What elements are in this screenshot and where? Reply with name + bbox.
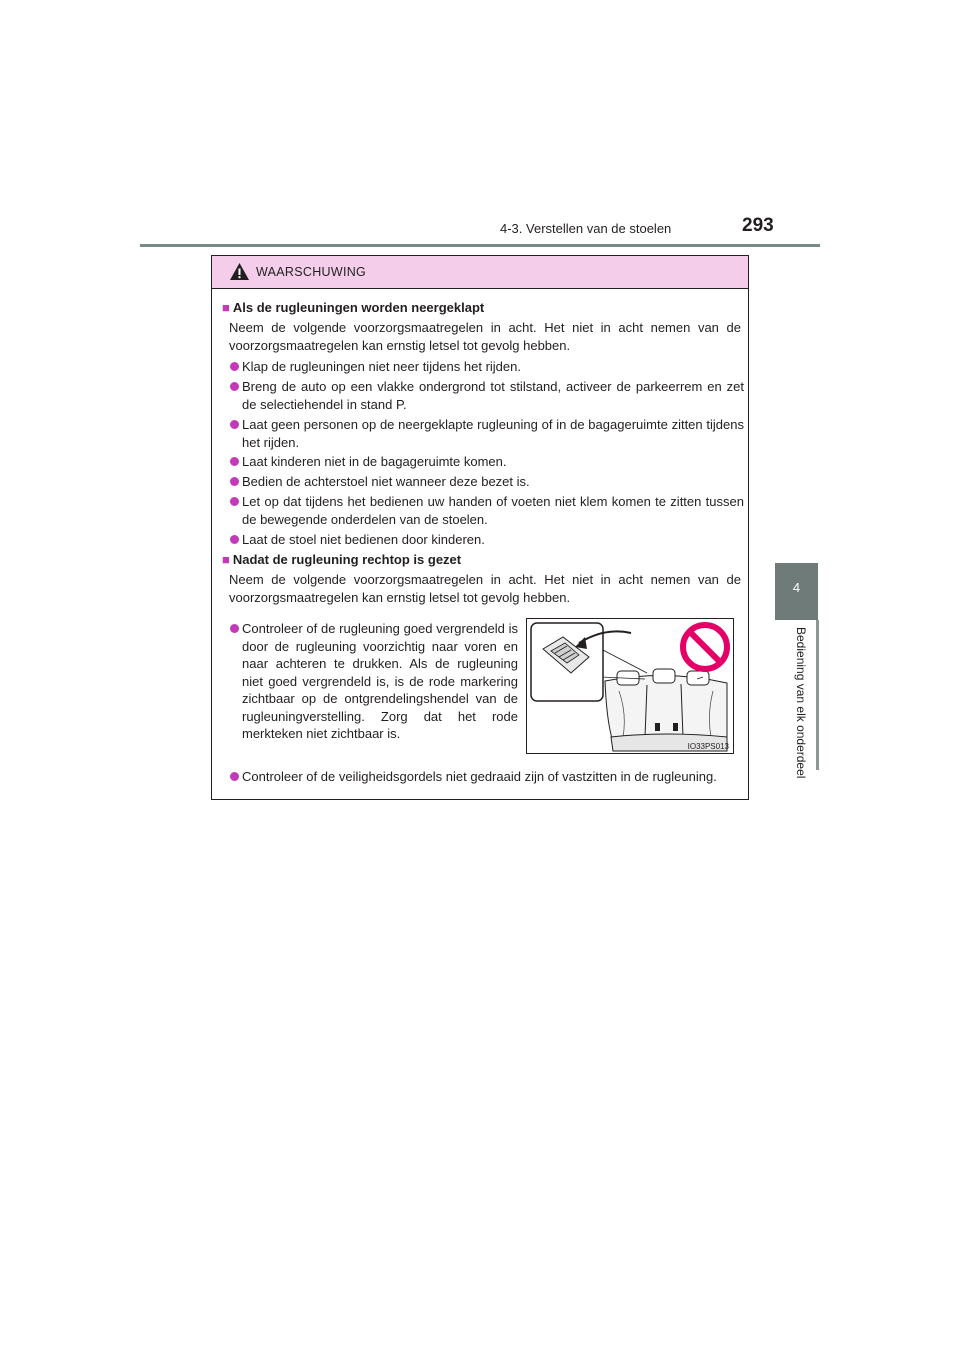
chapter-title: Bediening van elk onderdeel [794,627,808,779]
bullet-dot-icon [230,420,239,429]
rear-seat-illustration [527,619,733,753]
list-item: Klap de rugleuningen niet neer tijdens het rijden. [230,358,744,376]
list-item: Let op dat tijdens het bedienen uw handen of voeten niet klem komen te zitten tussen de bewegende onderdelen van de stoelen. [230,493,744,528]
list-item: Bedien de achterstoel niet wanneer deze bezet is. [230,473,744,491]
header-divider [140,244,820,247]
chapter-tab [775,563,818,620]
figure-code: IO33PS013 [687,742,729,751]
bullet-dot-icon [230,535,239,544]
page-number: 293 [742,215,774,236]
section-title: 4-3. Verstellen van de stoelen [500,221,672,236]
intro-paragraph: Neem de volgende voorzorgsmaatregelen in acht. Het niet in acht nemen van de voorzorgsmaatregelen kan ernstig letsel tot gevolg hebben. [229,572,741,605]
bullet-dot-icon [230,624,239,633]
list-item: Laat kinderen niet in de bagageruimte komen. [230,453,744,471]
list-item: Laat de stoel niet bedienen door kinderen. [230,531,744,549]
chapter-tab-bar [816,620,819,770]
list-item: Laat geen personen op de neergeklapte rugleuning of in de bagageruimte zitten tijdens het rijden. [230,416,744,451]
chapter-number: 4 [792,580,801,595]
warning-title: WAARSCHUWING [256,265,367,279]
bullet-dot-icon [230,457,239,466]
list-item: Controleer of de veiligheidsgordels niet gedraaid zijn of vastzitten in de rugleuning. [230,768,744,786]
list-item: Breng de auto op een vlakke ondergrond tot stilstand, activeer de parkeerrem en zet de selectiehendel in stand P. [230,378,744,413]
bullet-dot-icon [230,382,239,391]
section-heading-upright: ■ Nadat de rugleuning rechtop is gezet [222,552,462,567]
warning-box [211,255,749,800]
warning-triangle-icon [229,262,250,281]
intro-paragraph: Neem de volgende voorzorgsmaatregelen in acht. Het niet in acht nemen van de voorzorgsmaatregelen kan ernstig letsel tot gevolg hebben. [229,320,741,353]
warning-header [212,256,748,289]
bullet-dot-icon [230,497,239,506]
bullet-dot-icon [230,772,239,781]
list-item: Controleer of de rugleuning goed vergrendeld is door de rugleuning voorzichtig naar voren en naar achteren te drukken. Als de rugleuning niet goed vergrendeld is, is de rode markering zichtbaar op de ontgrendelingshendel van de rugleuningverstelling. Zorg dat het rode merkteken niet zichtbaar is. [230,620,518,743]
seat-lock-illustration [526,618,734,754]
bullet-dot-icon [230,477,239,486]
square-bullet-icon: ■ [222,300,230,315]
square-bullet-icon: ■ [222,552,230,567]
section-heading-folded: ■ Als de rugleuningen worden neergeklapt [222,300,485,315]
bullet-dot-icon [230,362,239,371]
